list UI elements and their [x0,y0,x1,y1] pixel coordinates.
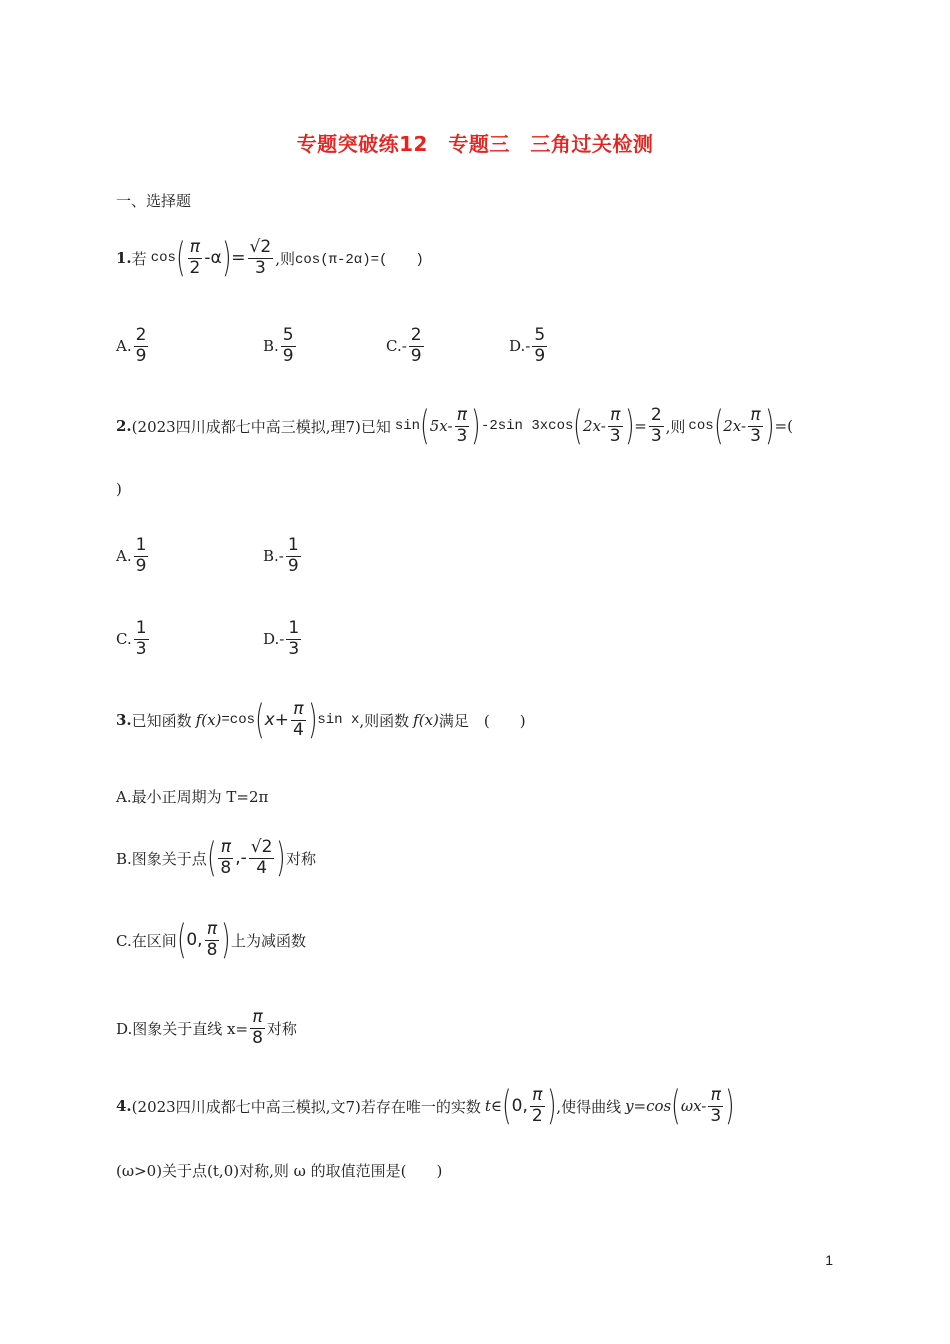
option-a: A. $\frac{2}{9}$ [116,325,147,366]
question-1 [116,235,424,282]
option-d: D. - $\frac{5}{9}$ [509,325,546,366]
fraction: $\frac{\pi}{3}$ [750,405,761,446]
page-title: 专题突破练12 专题三 三角过关检测 [296,132,654,156]
page-number: 1 [825,1252,833,1268]
right-paren: ) [221,235,232,282]
question-number: 1. [116,249,132,268]
fraction: $\frac{\pi}{3}$ [456,405,468,446]
question-2-close: ) [116,480,122,498]
question-3: 3. 已知函数 f(x) =cos ( x+ $\frac{\pi}{4}$ ) sin x ,则函数 f(x) 满足 ( ) [116,697,526,744]
left-paren: ( [176,235,186,282]
question-number: 4. [116,1097,132,1116]
question-text: (2023四川成都七中高三模拟,理7)已知 [131,417,391,436]
fraction: $\frac{√2}{3}$ [249,237,272,278]
option-c: C. - $\frac{2}{9}$ [386,325,422,366]
question-number: 2. [116,417,132,436]
question-2: 2. (2023四川成都七中高三模拟,理7)已知 sin ( 5x- $\frac{\pi}{3}$ ) -2sin 3xcos ( 2x- $\frac{\pi}{3}$ ) = $\frac{2}{3}$ ,则 cos ( 2x- $\frac{\pi}{3}$ ) =( [116,403,793,450]
fraction: $\frac{2}{3}$ [650,405,662,446]
cos-label: cos [150,250,176,267]
option-b: B.图象关于点 ( $\frac{\pi}{8}$ ,- $\frac{√2}{4}$ ) 对称 [116,835,317,882]
section-heading: 一、选择题 [116,192,192,210]
question-number: 3. [116,711,132,730]
option-a: A.最小正周期为 T=2π [116,788,269,806]
option-d: D. - $\frac{1}{3}$ [263,618,300,659]
option-d: D.图象关于直线 x= $\frac{\pi}{8}$ 对称 [116,1007,297,1048]
fraction: $\frac{\pi}{2}$ [531,1085,543,1126]
equals: = [231,248,246,269]
option-c: C.在区间 ( 0, $\frac{\pi}{8}$ ) 上为减函数 [116,917,307,964]
fraction: $\frac{\pi}{4}$ [292,699,304,740]
question-4-line2: (ω>0)关于点(t,0)对称,则 ω 的取值范围是( ) [116,1162,443,1180]
math-term: -α [204,248,222,269]
fraction: $\frac{\pi}{3}$ [609,405,621,446]
question-tail: cos(π-2α)=( ) [294,252,424,269]
question-text: ,则 [275,249,295,268]
fraction: $\frac{\pi}{2}$ [189,237,201,278]
option-a: A. $\frac{1}{9}$ [116,535,147,576]
option-b: B. - $\frac{1}{9}$ [263,535,299,576]
option-c: C. $\frac{1}{3}$ [116,618,147,659]
option-b: B. $\frac{5}{9}$ [263,325,294,366]
question-4: 4. (2023四川成都七中高三模拟,文7)若存在唯一的实数 t∈ ( 0, $\frac{\pi}{2}$ ) ,使得曲线 y=cos ( ωx- $\frac{\pi}{3}$ ) [116,1083,735,1130]
fraction: $\frac{\pi}{3}$ [710,1085,722,1126]
question-text: 若 [131,249,147,268]
